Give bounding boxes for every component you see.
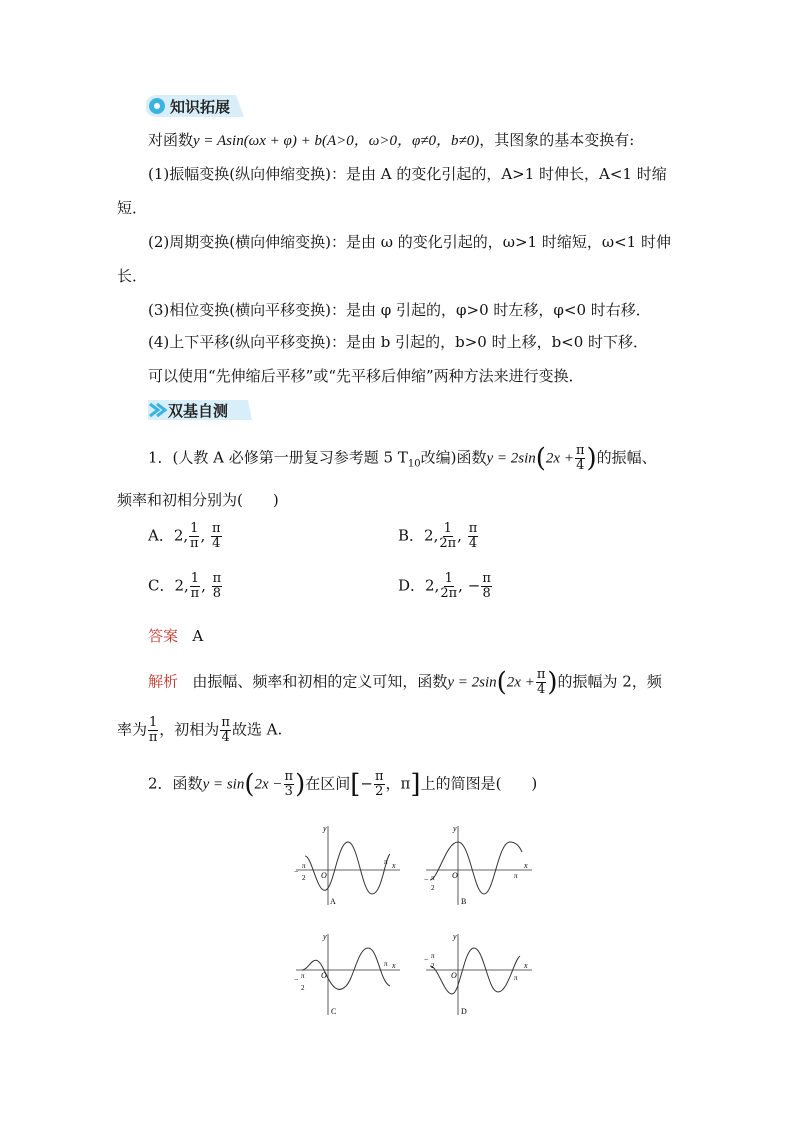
analysis-label: 解析 bbox=[148, 672, 179, 691]
svg-text:−: − bbox=[424, 955, 429, 964]
q1-stem-cont: 频率和初相分别为( ) bbox=[117, 491, 279, 509]
svg-text:π: π bbox=[431, 952, 435, 960]
svg-text:x: x bbox=[392, 861, 396, 870]
q1-stem: 1．(人教 A 必修第一册复习参考题 5 $T_{10}$改编)函数y = 2sin(2x + $\frac{\pi}{4}$ )的振幅、 bbox=[148, 443, 657, 474]
svg-text:−: − bbox=[294, 975, 299, 984]
graph-b[interactable] bbox=[420, 820, 540, 910]
q1-fraction: $\frac{\pi}{4}$ bbox=[575, 443, 585, 473]
q1-option-c[interactable]: C．2, $\frac{1}{\pi}$ , $\frac{\pi}{8}$ bbox=[148, 571, 222, 601]
q1-option-b[interactable]: B．2, $\frac{1}{2\pi}$ , $\frac{\pi}{4}$ bbox=[398, 521, 478, 551]
q1-analysis: 解析 由振幅、频率和初相的定义可知，函数y = 2sin(2x + $\frac{\pi}{4}$ )的振幅为 2，频 bbox=[148, 667, 662, 698]
svg-text:π: π bbox=[384, 960, 388, 968]
graph-c[interactable] bbox=[290, 930, 410, 1020]
svg-text:O: O bbox=[451, 971, 457, 980]
knowledge-closing: 可以使用“先伸缩后平移”或“先平移后伸缩”两种方法来进行变换． bbox=[148, 367, 584, 385]
svg-text:y: y bbox=[453, 824, 457, 833]
svg-text:π: π bbox=[514, 872, 518, 880]
q1-answer bbox=[148, 626, 203, 646]
knowledge-item1: (1)振幅变换(纵向伸缩变换)：是由 A 的变化引起的，A>1 时伸长，A<1 时缩 bbox=[148, 165, 667, 183]
svg-text:A: A bbox=[330, 897, 336, 906]
svg-text:x: x bbox=[524, 861, 528, 870]
svg-text:y: y bbox=[323, 932, 327, 941]
svg-text:B: B bbox=[461, 897, 467, 906]
svg-text:C: C bbox=[331, 1007, 337, 1016]
svg-text:O: O bbox=[321, 871, 327, 880]
svg-text:π: π bbox=[302, 862, 306, 870]
knowledge-item2-cont: 长． bbox=[117, 267, 148, 285]
svg-text:O: O bbox=[452, 871, 458, 880]
selftest-tag bbox=[146, 398, 229, 422]
svg-text:2: 2 bbox=[431, 884, 435, 892]
svg-text:O: O bbox=[321, 971, 327, 980]
knowledge-item2: (2)周期变换(横向伸缩变换)：是由 ω 的变化引起的，ω>1 时缩短，ω<1 时伸 bbox=[148, 233, 671, 251]
knowledge-item1-cont: 短． bbox=[117, 199, 148, 217]
knowledge-intro: 对函数y = Asin(ωx + φ) + b(A>0，ω>0，φ≠0，b≠0)，其图象的基本变换有: bbox=[148, 131, 635, 149]
svg-text:−: − bbox=[424, 875, 429, 884]
graph-a[interactable] bbox=[290, 820, 410, 910]
svg-text:2: 2 bbox=[302, 874, 306, 882]
graph-d[interactable] bbox=[420, 930, 540, 1020]
svg-text:−: − bbox=[294, 867, 299, 876]
svg-text:D: D bbox=[461, 1007, 467, 1016]
svg-text:2: 2 bbox=[301, 984, 305, 992]
svg-text:π: π bbox=[514, 974, 518, 982]
answer-value: A bbox=[192, 627, 204, 645]
q1-option-a[interactable]: A．2, $\frac{1}{\pi}$ , $\frac{\pi}{4}$ bbox=[148, 521, 221, 551]
answer-label: 答案 bbox=[148, 627, 179, 645]
knowledge-item3: (3)相位变换(横向平移变换)：是由 φ 引起的，φ>0 时左移，φ<0 时右移． bbox=[148, 301, 651, 319]
q1-analysis-cont: 率为 $\frac{1}{\pi}$ ，初相为 $\frac{\pi}{4}$ 故选 A. bbox=[117, 715, 283, 745]
svg-text:π: π bbox=[431, 874, 435, 882]
q1-option-d[interactable]: D．2, $\frac{1}{2\pi}$ , − $\frac{\pi}{8}$ bbox=[398, 571, 491, 601]
svg-text:π: π bbox=[384, 858, 388, 866]
svg-text:π: π bbox=[301, 972, 305, 980]
knowledge-tag bbox=[146, 94, 231, 118]
selftest-title: 双基自测 bbox=[168, 401, 229, 420]
svg-text:x: x bbox=[524, 961, 528, 970]
q2-stem: 2．函数y = sin(2x − $\frac{\pi}{3}$ )在区间[− $\frac{\pi}{2}$ ，π]上的简图是( ) bbox=[148, 769, 538, 800]
svg-text:2: 2 bbox=[431, 962, 435, 970]
svg-text:x: x bbox=[392, 961, 396, 970]
svg-text:y: y bbox=[453, 932, 457, 941]
knowledge-title: 知识拓展 bbox=[170, 97, 231, 116]
svg-text:y: y bbox=[323, 824, 327, 833]
knowledge-item4: (4)上下平移(纵向平移变换)：是由 b 引起的，b>0 时上移，b<0 时下移． bbox=[148, 333, 649, 351]
